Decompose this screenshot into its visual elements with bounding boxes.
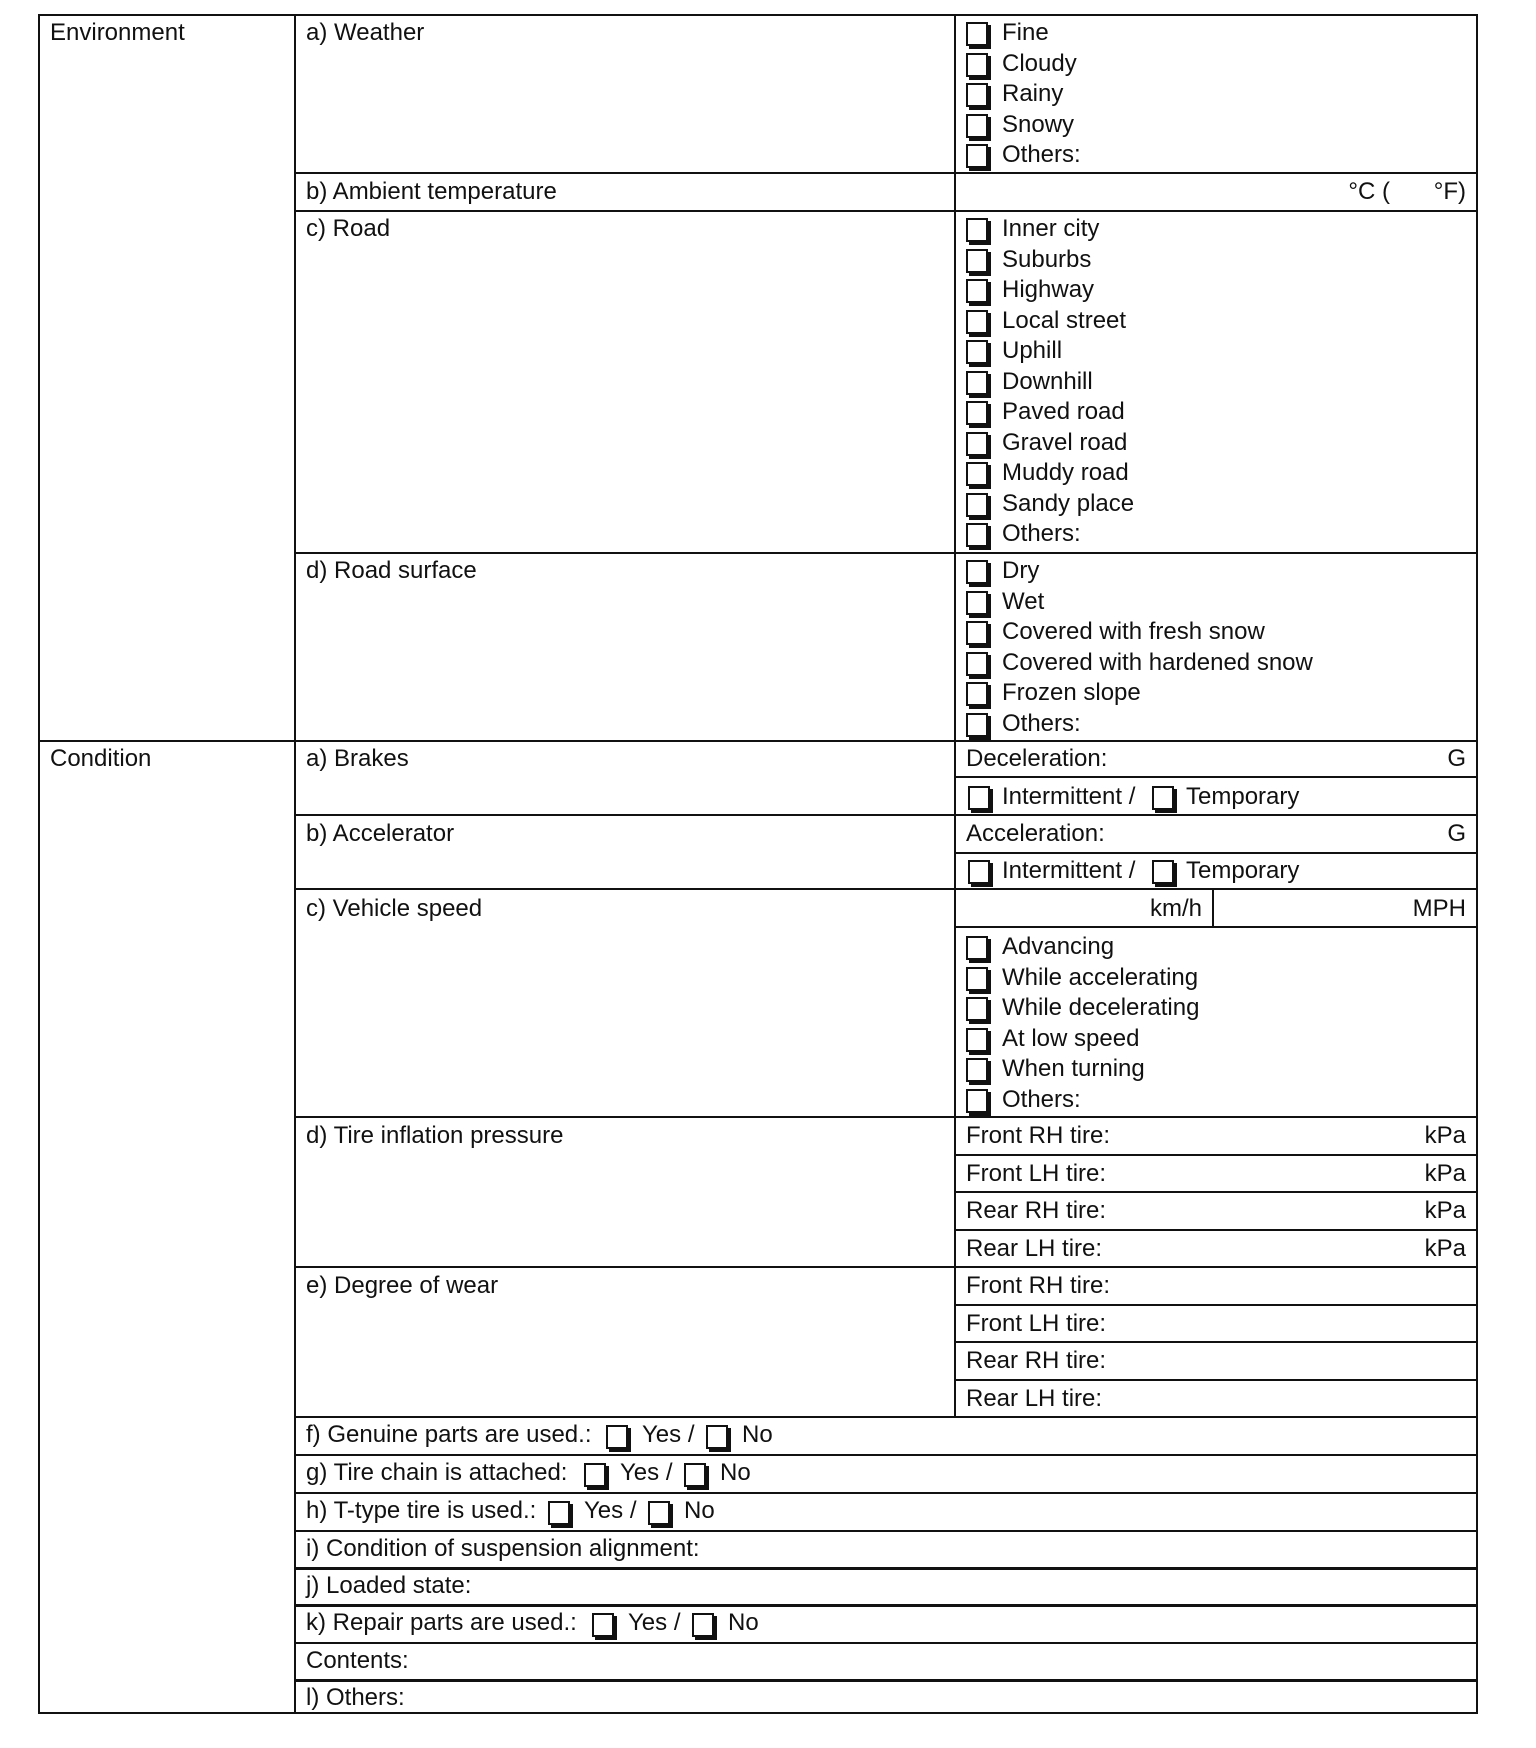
chain-no-checkbox[interactable] bbox=[684, 1463, 706, 1487]
wear-row-label: Front LH tire: bbox=[966, 1309, 1107, 1337]
road-checkbox[interactable] bbox=[966, 401, 988, 425]
fahrenheit-unit: °F) bbox=[1433, 178, 1466, 205]
weather-option-label: Snowy bbox=[1002, 110, 1075, 138]
acceleration-label: Acceleration: bbox=[966, 820, 1105, 847]
wear-row-label: Rear LH tire: bbox=[966, 1384, 1103, 1412]
road-option-label: Uphill bbox=[1002, 337, 1063, 364]
chain-no-label: No bbox=[720, 1459, 751, 1486]
speed-option-label: At low speed bbox=[1002, 1024, 1140, 1052]
section-condition bbox=[38, 740, 296, 1714]
pressure-row-label: Front LH tire: bbox=[966, 1159, 1107, 1187]
repair-label: k) Repair parts are used.: bbox=[306, 1609, 577, 1636]
road-option-label: Inner city bbox=[1002, 215, 1100, 242]
surface-option-label: Frozen slope bbox=[1002, 679, 1141, 706]
weather-checkbox[interactable] bbox=[966, 53, 988, 77]
road-option-label: Highway bbox=[1002, 276, 1095, 303]
section-environment bbox=[38, 14, 296, 742]
pressure-row-label: Rear LH tire: bbox=[966, 1234, 1103, 1262]
weather-option-label: Cloudy bbox=[1002, 49, 1077, 77]
vehicle-speed-label: c) Vehicle speed bbox=[306, 895, 483, 922]
surface-option-label: Covered with fresh snow bbox=[1002, 618, 1265, 645]
alignment-label: i) Condition of suspension alignment: bbox=[306, 1535, 700, 1562]
weather-option-label: Fine bbox=[1002, 19, 1049, 46]
pressure-row-label: Front RH tire: bbox=[966, 1122, 1111, 1149]
mph-unit: MPH bbox=[1412, 895, 1466, 922]
genuine-yes-label: Yes / bbox=[642, 1421, 695, 1448]
ambient-temperature-label: b) Ambient temperature bbox=[306, 178, 557, 205]
genuine-no-checkbox[interactable] bbox=[706, 1425, 728, 1449]
contents-row bbox=[294, 1642, 1478, 1682]
surface-checkbox[interactable] bbox=[966, 713, 988, 737]
pressure-unit: kPa bbox=[1424, 1234, 1466, 1262]
pressure-unit: kPa bbox=[1424, 1159, 1466, 1187]
surface-option-label: Dry bbox=[1002, 557, 1040, 584]
road-option-label: Others: bbox=[1002, 520, 1081, 547]
brakes-intermittent-checkbox[interactable] bbox=[968, 786, 990, 810]
surface-checkbox[interactable] bbox=[966, 560, 988, 584]
weather-option-label: Rainy bbox=[1002, 80, 1064, 107]
road-option-label: Downhill bbox=[1002, 367, 1093, 395]
road-checkbox[interactable] bbox=[966, 523, 988, 547]
loaded-label: j) Loaded state: bbox=[306, 1572, 472, 1599]
others-row bbox=[294, 1679, 1478, 1714]
weather-checkbox[interactable] bbox=[966, 83, 988, 107]
speed-option-label: When turning bbox=[1002, 1055, 1145, 1082]
surface-checkbox[interactable] bbox=[966, 621, 988, 645]
surface-option-label: Covered with hardened snow bbox=[1002, 648, 1313, 676]
road-option-label: Gravel road bbox=[1002, 428, 1128, 456]
weather-checkbox[interactable] bbox=[966, 114, 988, 138]
accelerator-intermittent-checkbox[interactable] bbox=[968, 860, 990, 884]
accelerator-temporary-label: Temporary bbox=[1186, 857, 1300, 884]
speed-checkbox[interactable] bbox=[966, 997, 988, 1021]
wear-row-label: Rear RH tire: bbox=[966, 1347, 1107, 1374]
road-checkbox[interactable] bbox=[966, 218, 988, 242]
speed-option-label: Advancing bbox=[1002, 933, 1115, 960]
chain-yes-label: Yes / bbox=[620, 1459, 673, 1486]
surface-checkbox[interactable] bbox=[966, 591, 988, 615]
speed-option-label: While decelerating bbox=[1002, 994, 1200, 1021]
deceleration-label: Deceleration: bbox=[966, 745, 1108, 772]
repair-yes-label: Yes / bbox=[628, 1609, 681, 1636]
road-checkbox[interactable] bbox=[966, 371, 988, 395]
speed-option-label: Others: bbox=[1002, 1085, 1081, 1113]
surface-option-label: Wet bbox=[1002, 587, 1045, 615]
road-checkbox[interactable] bbox=[966, 249, 988, 273]
road-label: c) Road bbox=[306, 215, 391, 242]
accelerator-intermittent-label: Intermittent / bbox=[1002, 857, 1136, 884]
ambient-value-cell bbox=[954, 172, 1478, 212]
road-option-label: Muddy road bbox=[1002, 459, 1129, 486]
speed-checkbox[interactable] bbox=[966, 936, 988, 960]
ttype-no-label: No bbox=[684, 1497, 715, 1524]
repair-no-checkbox[interactable] bbox=[692, 1613, 714, 1637]
brakes-intermittent-label: Intermittent / bbox=[1002, 783, 1136, 810]
wear-row-label: Front RH tire: bbox=[966, 1272, 1111, 1299]
kmh-unit: km/h bbox=[1149, 895, 1202, 922]
road-option-label: Sandy place bbox=[1002, 489, 1135, 517]
weather-option-label: Others: bbox=[1002, 141, 1081, 168]
road-option-label: Suburbs bbox=[1002, 245, 1092, 273]
road-checkbox[interactable] bbox=[966, 340, 988, 364]
road-surface-label: d) Road surface bbox=[306, 557, 477, 584]
genuine-label: f) Genuine parts are used.: bbox=[306, 1421, 592, 1448]
road-checkbox[interactable] bbox=[966, 462, 988, 486]
chain-label: g) Tire chain is attached: bbox=[306, 1459, 568, 1486]
genuine-no-label: No bbox=[742, 1421, 773, 1448]
contents-label: Contents: bbox=[306, 1647, 409, 1674]
accelerator-label: b) Accelerator bbox=[306, 820, 455, 847]
road-checkbox[interactable] bbox=[966, 493, 988, 517]
road-option-label: Paved road bbox=[1002, 398, 1125, 425]
repair-no-label: No bbox=[728, 1609, 759, 1636]
section-label-condition: Condition bbox=[50, 745, 152, 772]
pressure-unit: kPa bbox=[1424, 1197, 1466, 1224]
acceleration-unit: G bbox=[1447, 820, 1466, 847]
ttype-label: h) T-type tire is used.: bbox=[306, 1497, 537, 1524]
ttype-yes-label: Yes / bbox=[584, 1497, 637, 1524]
pressure-unit: kPa bbox=[1424, 1122, 1466, 1149]
surface-checkbox[interactable] bbox=[966, 652, 988, 676]
surface-option-label: Others: bbox=[1002, 709, 1081, 737]
road-label-cell bbox=[294, 210, 956, 554]
ttype-no-checkbox[interactable] bbox=[648, 1501, 670, 1525]
brakes-temporary-label: Temporary bbox=[1186, 783, 1300, 810]
speed-checkbox[interactable] bbox=[966, 1089, 988, 1113]
speed-checkbox[interactable] bbox=[966, 1028, 988, 1052]
loaded-row bbox=[294, 1567, 1478, 1607]
road-checkbox[interactable] bbox=[966, 432, 988, 456]
surface-checkbox[interactable] bbox=[966, 682, 988, 706]
celsius-unit: °C ( bbox=[1348, 178, 1390, 205]
section-label-environment: Environment bbox=[50, 19, 185, 46]
road-checkbox[interactable] bbox=[966, 279, 988, 303]
degree-of-wear-label: e) Degree of wear bbox=[306, 1272, 499, 1299]
others-label: l) Others: bbox=[306, 1684, 405, 1711]
genuine-yes-checkbox[interactable] bbox=[606, 1425, 628, 1449]
weather-checkbox[interactable] bbox=[966, 22, 988, 46]
road-checkbox[interactable] bbox=[966, 310, 988, 334]
road-option-label: Local street bbox=[1002, 306, 1127, 334]
accelerator-temporary-checkbox[interactable] bbox=[1152, 860, 1174, 884]
brakes-label: a) Brakes bbox=[306, 745, 409, 772]
chain-yes-checkbox[interactable] bbox=[584, 1463, 606, 1487]
weather-checkbox[interactable] bbox=[966, 144, 988, 168]
pressure-row-label: Rear RH tire: bbox=[966, 1197, 1107, 1224]
weather-label: a) Weather bbox=[306, 19, 425, 46]
speed-checkbox[interactable] bbox=[966, 967, 988, 991]
brakes-temporary-checkbox[interactable] bbox=[1152, 786, 1174, 810]
speed-checkbox[interactable] bbox=[966, 1058, 988, 1082]
repair-yes-checkbox[interactable] bbox=[592, 1613, 614, 1637]
speed-option-label: While accelerating bbox=[1002, 963, 1199, 991]
deceleration-unit: G bbox=[1447, 745, 1466, 772]
ttype-yes-checkbox[interactable] bbox=[548, 1501, 570, 1525]
tire-pressure-label: d) Tire inflation pressure bbox=[306, 1122, 564, 1149]
